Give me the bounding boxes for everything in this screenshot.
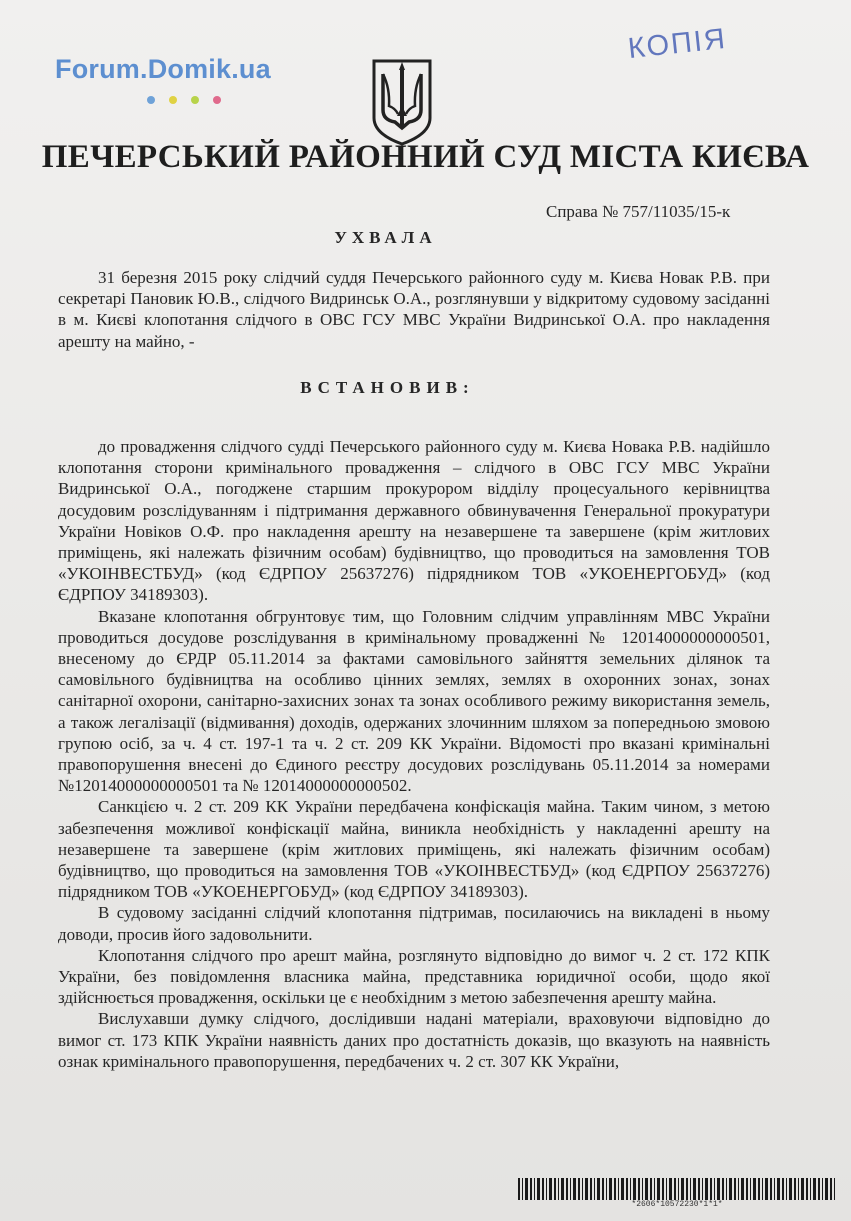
trident-coat-of-arms-icon	[371, 58, 433, 146]
watermark-dot	[191, 96, 199, 104]
barcode-number: *2606*10572230*1*1*	[631, 1200, 723, 1209]
paragraph: Клопотання слідчого про арешт майна, розглянуто відповідно до вимог ч. 2 ст. 172 КПК України, без повідомлення власника майна, представника юридичної особи, щодо якої здійснюється провадження, оскільки це є необхідним з метою забезпечення арешту майна.	[58, 945, 770, 1008]
watermark-dot	[169, 96, 177, 104]
copy-stamp: КОПІЯ	[626, 22, 729, 66]
case-number: Справа № 757/11035/15-к	[546, 202, 731, 221]
established-heading: ВСТАНОВИВ:	[300, 378, 475, 397]
site-watermark: Forum.Domik.ua	[55, 54, 271, 84]
watermark-dots	[147, 91, 235, 109]
paragraph: Вислухавши думку слідчого, дослідивши надані матеріали, враховуючи відповідно до вимог ст. 173 КПК України наявність даних про достатність доказів, що вказують на наявність ознак кримінального правопорушення, передбачених ч. 2 ст. 307 КК України,	[58, 1009, 770, 1071]
barcode-bars	[518, 1178, 836, 1200]
body-text	[58, 436, 770, 1072]
watermark-dot	[213, 96, 221, 104]
barcode	[518, 1178, 836, 1209]
intro-block	[58, 267, 770, 352]
paragraph: В судовому засіданні слідчий клопотання підтримав, посилаючись на викладені в ньому доводи, просив його задовольнити.	[58, 903, 770, 944]
paragraph: до провадження слідчого судді Печерського районного суду м. Києва Новака Р.В. надійшло клопотання сторони кримінального провадження – слідчого в ОВС ГСУ МВС України Видринської О.А., погоджене старшим прокурором відділу процесуального керівництва досудовим розслідуванням і підтримання державного обвинувачення Генеральної прокуратури України Новіков О.Ф. про накладення арешту на незавершене та завершене (крім житлових приміщень, які належать фізичним особам) будівництво, що проводиться на замовлення ТОВ «УКОІНВЕСТБУД» (код ЄДРПОУ 25637276) підрядником ТОВ «УКОЕНЕРГОБУД» (код ЄДРПОУ 34189303).	[58, 437, 770, 605]
ruling-heading: УХВАЛА	[334, 228, 437, 247]
watermark-dot	[147, 96, 155, 104]
intro-paragraph: 31 березня 2015 року слідчий суддя Печерського районного суду м. Києва Новак Р.В. при секретарі Пановик Ю.В., слідчого Видринськ О.А., розглянувши у відкритому судовому засіданні в м. Києві клопотання слідчого в ОВС ГСУ МВС України Видринської О.А. про накладення арешту на майно, -	[58, 268, 770, 351]
court-title: ПЕЧЕРСЬКИЙ РАЙОННИЙ СУД МІСТА КИЄВА	[41, 139, 810, 175]
paragraph: Санкцією ч. 2 ст. 209 КК України передбачена конфіскація майна. Таким чином, з метою забезпечення можливої конфіскації майна, виникла необхідність у накладенні арешту на незавершене та завершене (крім житлових приміщень, які належать фізичним особам) будівництво, що проводиться на замовлення ТОВ «УКОІНВЕСТБУД» (код ЄДРПОУ 25637276) підрядником ТОВ «УКОЕНЕРГОБУД» (код ЄДРПОУ 34189303).	[58, 797, 770, 902]
paragraph: Вказане клопотання обгрунтовує тим, що Головним слідчим управлінням МВС України проводиться досудове розслідування в кримінальному провадженні № 12014000000000501, внесеному до ЄРДР 05.11.2014 за фактами самовільного зайняття земельних ділянок та самовільного будівництва на особливо цінних землях, землях в охоронних зонах, зонах санітарної охорони, санітарно-захисних зонах та зонах особливого режиму використання земель, а також легалізації (відмивання) доходів, одержаних злочинним шляхом за попередньою змовою групою осіб, за ч. 4 ст. 197-1 та ч. 2 ст. 209 КК України. Відомості про вказані кримінальні правопорушення внесені до Єдиного реєстру досудових розслідувань 05.11.2014 за номерами №12014000000000501 та № 12014000000000502.	[58, 606, 770, 796]
